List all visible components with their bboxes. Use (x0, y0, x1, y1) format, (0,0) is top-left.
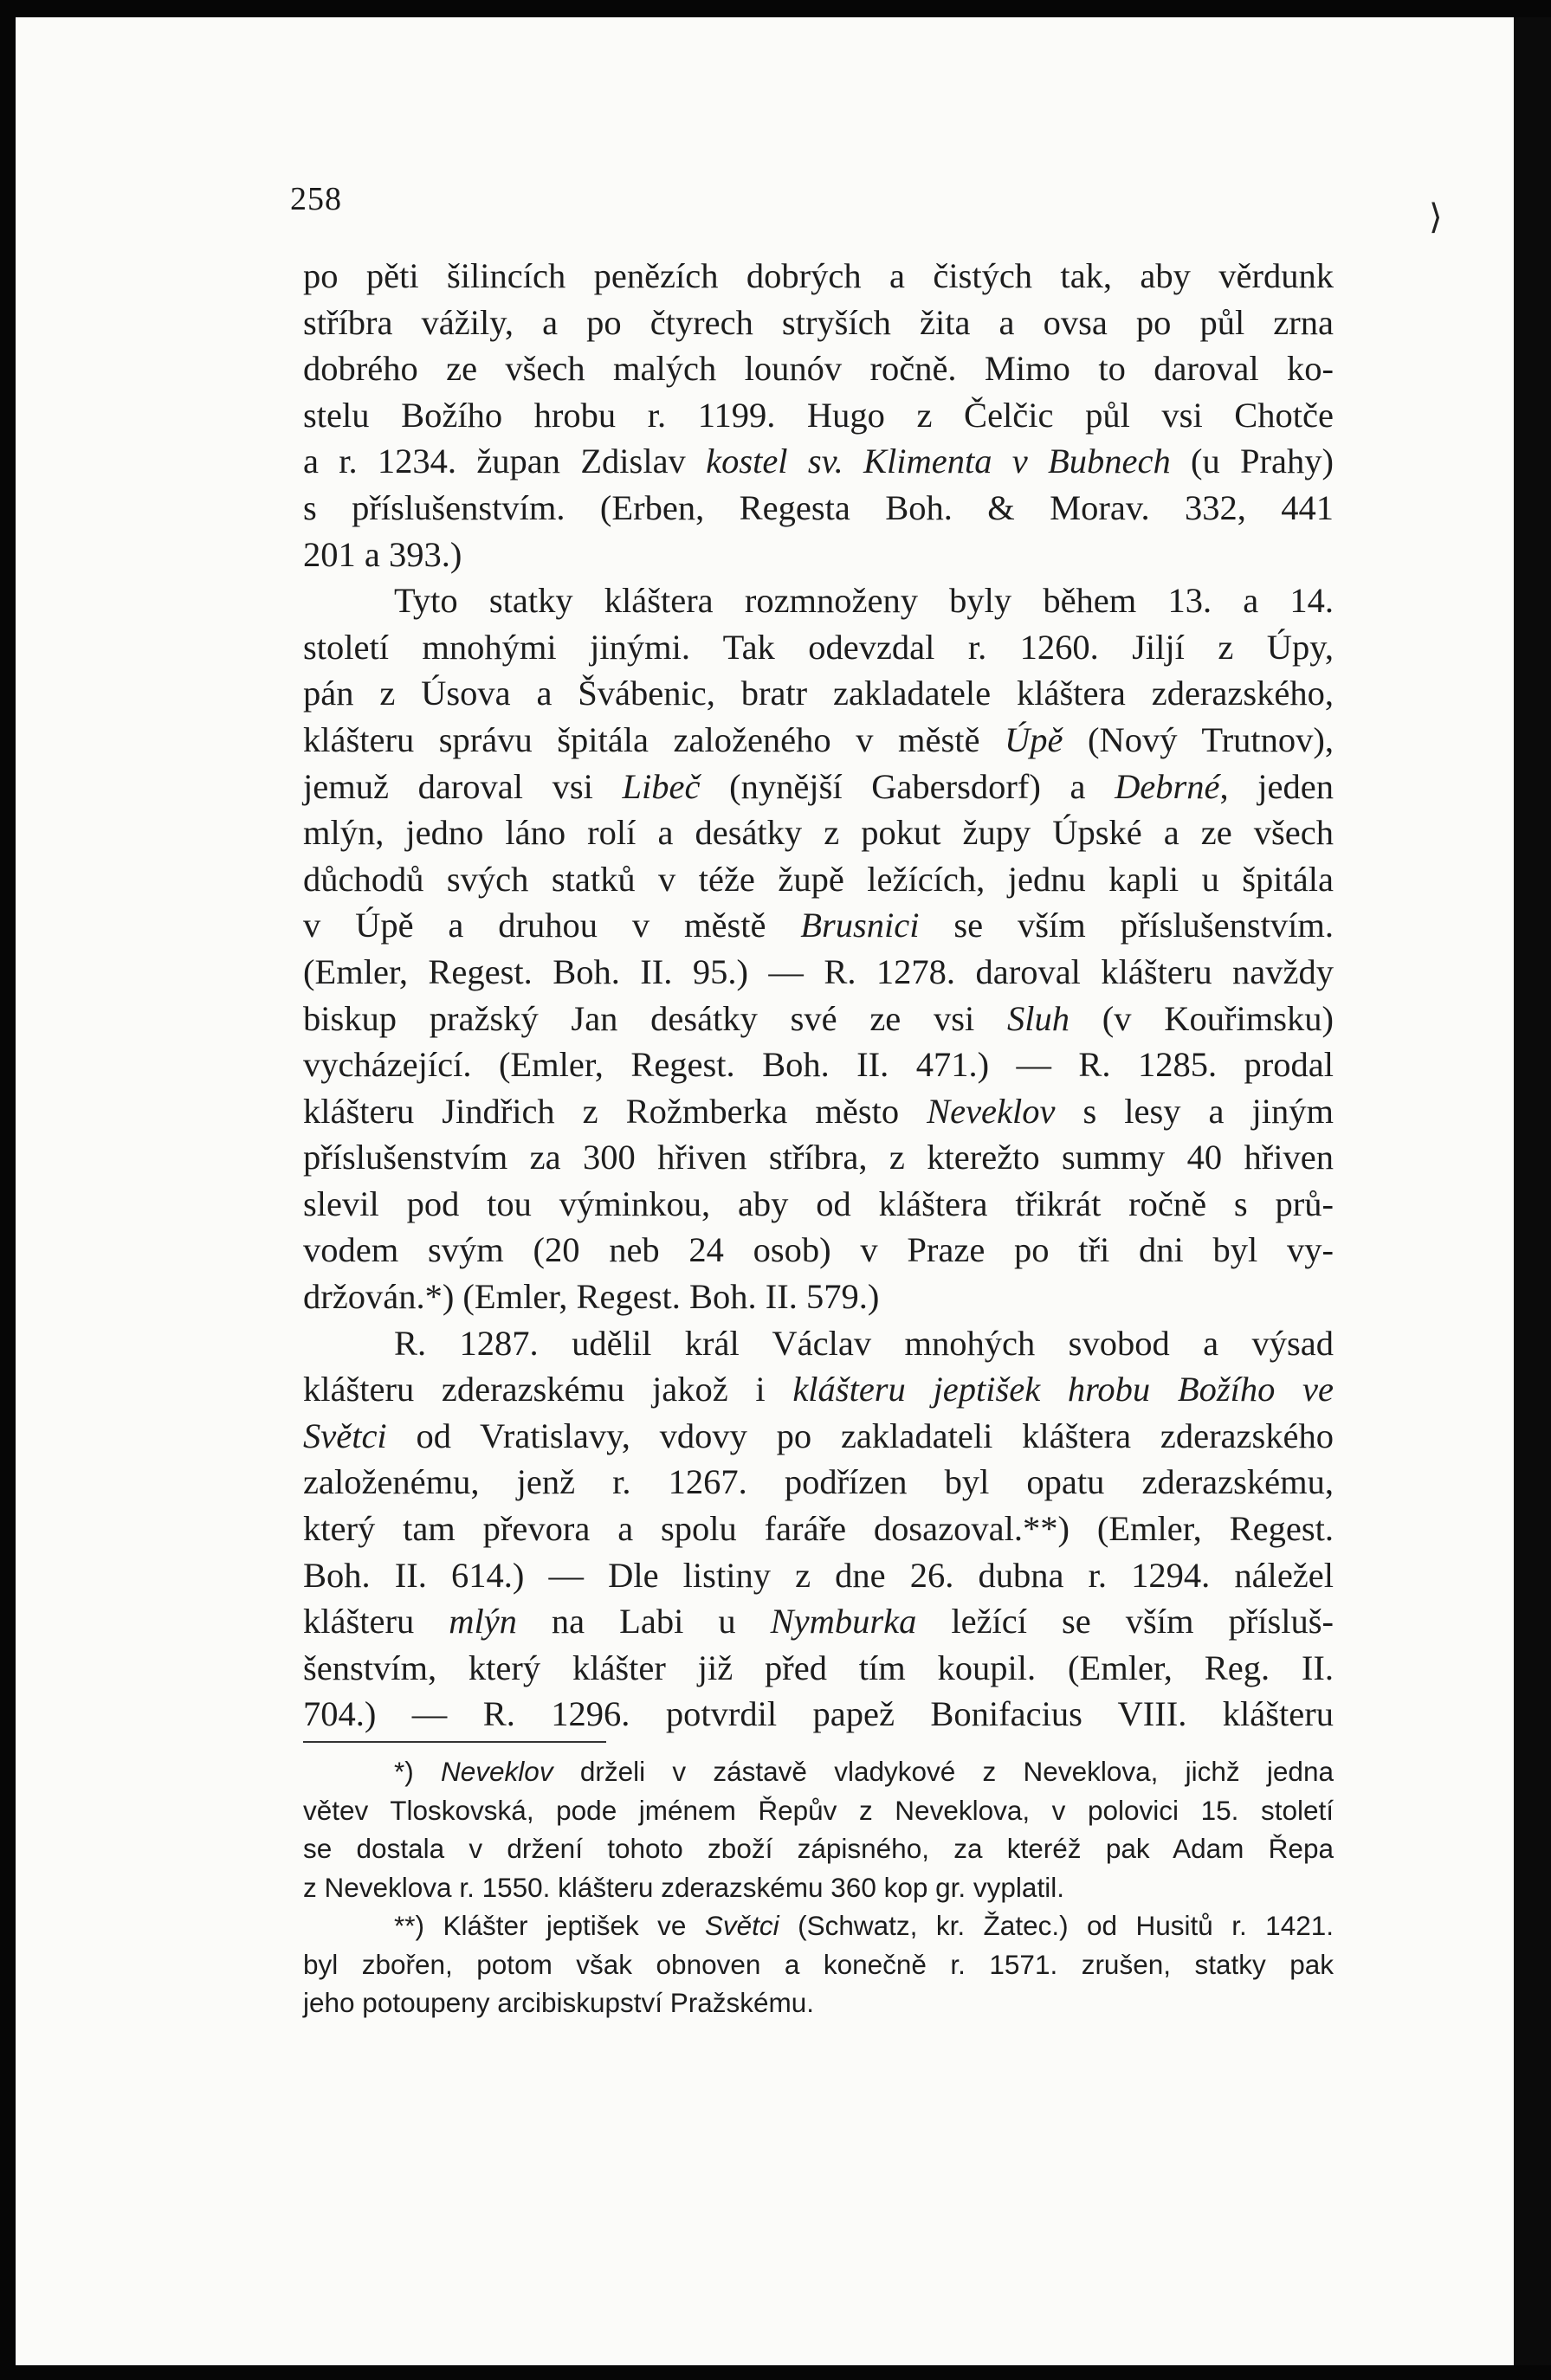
footnote-line: z Neveklova r. 1550. klášteru zderazskému 360 kop gr. vyplatil. (303, 1871, 1064, 1903)
text-line: vycházející. (Emler, Regest. Boh. II. 471.) — R. 1285. prodal (303, 1045, 1334, 1085)
text-line: století mnohými jinými. Tak odevzdal r. 1260. Jiljí z Úpy, (303, 627, 1334, 667)
text-line: 201 a 393.) (303, 534, 462, 574)
text-line: s příslušenstvím. (Erben, Regesta Boh. & Morav. 332, 441 (303, 487, 1334, 527)
text-line: šenstvím, který klášter již před tím koupil. (Emler, Reg. II. (303, 1648, 1334, 1687)
text-line: biskup pražský Jan desátky své ze vsi Sluh (v Kouřimsku) (303, 998, 1334, 1038)
footnote-divider (303, 1741, 606, 1743)
footnote-line: jeho potoupeny arcibiskupství Pražskému. (303, 1987, 815, 2018)
text-line: klášteru mlýn na Labi u Nymburka ležící se vším přísluš- (303, 1602, 1334, 1641)
text-line: stelu Božího hrobu r. 1199. Hugo z Čelčic půl vsi Chotče (303, 395, 1334, 435)
footnote-line: se dostala v držení tohoto zboží zápisného, za kteréž pak Adam Řepa (303, 1833, 1334, 1864)
text-line: držován.*) (Emler, Regest. Boh. II. 579.) (303, 1277, 880, 1317)
text-line: který tam převora a spolu faráře dosazoval.**) (Emler, Regest. (303, 1509, 1334, 1549)
text-line: příslušenstvím za 300 hřiven stříbra, z kterežto summy 40 hřiven (303, 1138, 1334, 1177)
text-line: slevil pod tou výminkou, aby od kláštera třikrát ročně s prů- (303, 1184, 1334, 1223)
text-line: R. 1287. udělil král Václav mnohých svobod a výsad (394, 1323, 1334, 1363)
text-line: klášteru zderazskému jakož i klášteru jeptišek hrobu Božího ve (303, 1370, 1334, 1409)
text-line: po pěti šilincích penězích dobrých a čistých tak, aby věrdunk (303, 256, 1334, 295)
text-line: klášteru Jindřich z Rožmberka město Neveklov s lesy a jiným (303, 1091, 1334, 1131)
text-line: pán z Úsova a Švábenic, bratr zakladatele kláštera zderazského, (303, 674, 1334, 713)
footnote-line: větev Tloskovská, pode jménem Řepův z Neveklova, v polovici 15. století (303, 1794, 1334, 1826)
text-line: (Emler, Regest. Boh. II. 95.) — R. 1278. daroval klášteru navždy (303, 951, 1334, 991)
text-line: Boh. II. 614.) — Dle listiny z dne 26. dubna r. 1294. náležel (303, 1555, 1334, 1595)
text-line: jemuž daroval vsi Libeč (nynější Gabersdorf) a Debrné, jeden (303, 766, 1334, 806)
text-line: a r. 1234. župan Zdislav kostel sv. Klimenta v Bubnech (u Prahy) (303, 442, 1334, 481)
text-line: Světci od Vratislavy, vdovy po zakladateli kláštera zderazského (303, 1416, 1334, 1455)
text-line: důchodů svých statků v téže župě ležících, jednu kapli u špitála (303, 859, 1334, 899)
text-line: vodem svým (20 neb 24 osob) v Praze po tři dni byl vy- (303, 1230, 1334, 1270)
text-line: v Úpě a druhou v městě Brusnici se vším příslušenstvím. (303, 906, 1334, 945)
text-line: mlýn, jedno láno rolí a desátky z pokut župy Úpské a ze všech (303, 813, 1334, 853)
main-text (303, 253, 1334, 1738)
text-line: Tyto statky kláštera rozmnoženy byly během 13. a 14. (394, 581, 1334, 621)
footnote-line: *) Neveklov drželi v zástavě vladykové z Neveklova, jichž jedna (394, 1756, 1334, 1787)
margin-bracket-mark: ⟩ (1429, 197, 1443, 237)
page-number: 258 (290, 181, 342, 217)
footnote-line: byl zbořen, potom však obnoven a konečně r. 1571. zrušen, statky pak (303, 1948, 1334, 1980)
footnotes (303, 1752, 1334, 2022)
footnote-line: **) Klášter jeptišek ve Světci (Schwatz, kr. Žatec.) od Husitů r. 1421. (394, 1910, 1335, 1941)
text-line: založenému, jenž r. 1267. podřízen byl opatu zderazskému, (303, 1462, 1334, 1502)
text-line: dobrého ze všech malých lounóv ročně. Mimo to daroval ko- (303, 349, 1334, 389)
text-line: stříbra vážily, a po čtyrech stryších žita a ovsa po půl zrna (303, 302, 1334, 342)
text-line: klášteru správu špitála založeného v městě Úpě (Nový Trutnov), (303, 719, 1335, 759)
text-line: 704.) — R. 1296. potvrdil papež Bonifacius VIII. klášteru (303, 1694, 1334, 1734)
scan-edge (1514, 17, 1551, 2365)
